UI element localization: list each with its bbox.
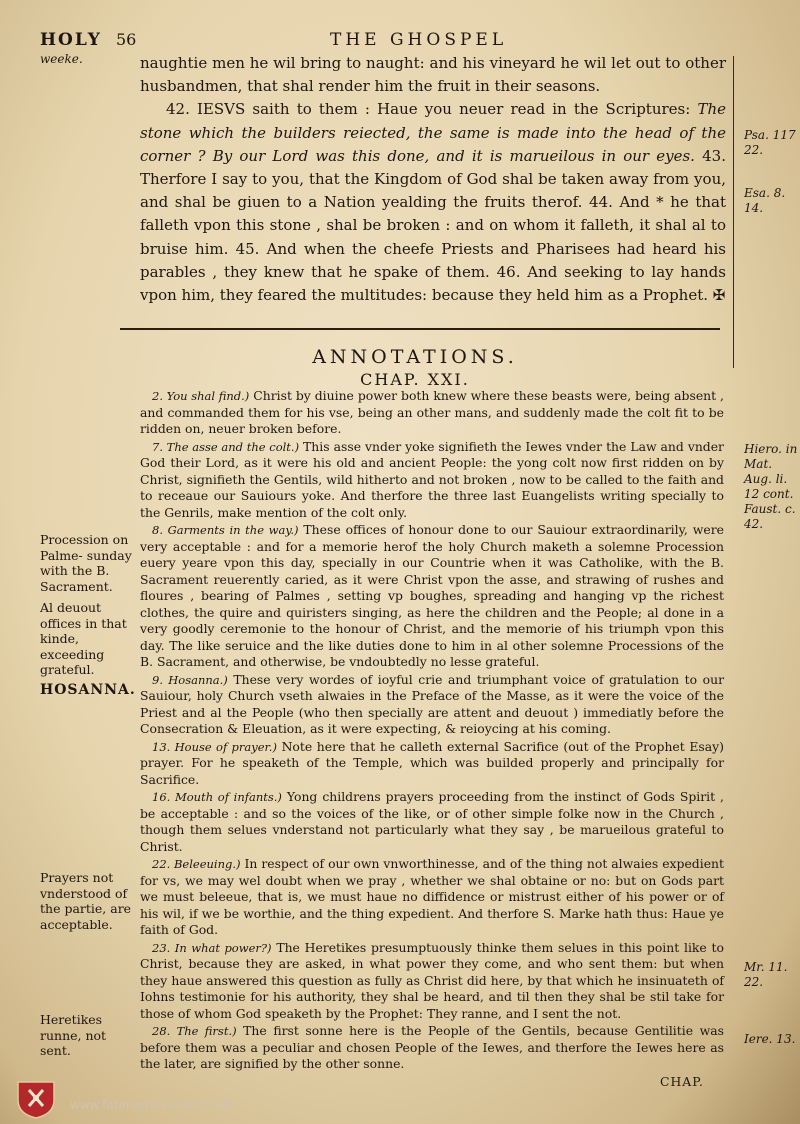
annotation-note (140, 672, 724, 738)
margin-note-heretikes: Heretikes runne, not sent. (40, 1012, 107, 1058)
annotation-note (140, 789, 724, 855)
annotations-body (140, 388, 724, 1091)
annotation-lemma: 7. The asse and the colt.) (152, 439, 300, 454)
annotation-text: Christ by diuine power both knew where these beasts were, being absent , and commanded them for his vse, being an other mans, and suddenly made the colt fit to be ridden on, neuer broken before. (140, 388, 724, 436)
running-head-title: THE GHOSPEL (330, 30, 508, 50)
annotation-lemma: 8. Garments in the way.) (152, 523, 299, 537)
annotation-text: In respect of our own vnworthinesse, and of the thing not alwaies expedient for vs, we may wel doubt when we pray , whether we shal obtaine or no: but on Gods part we must beleeue, that is, we must haue no diffidence or mistrust either of his power or of his wil, if we be worthie, and the thing expedient. And therfore S. Marke hath thus: Haue ye faith of God. (140, 856, 724, 937)
margin-note-offices: Al deuout offices in that kinde, exceeding grateful. (40, 600, 127, 677)
annotation-note (140, 856, 724, 939)
running-head-weeke: weeke. (40, 52, 83, 66)
margin-ref-esay: Esa. 8. 14. (744, 186, 786, 215)
annotation-lemma: 28. The first.) (152, 1024, 237, 1038)
coat-of-arms-icon (14, 1078, 58, 1120)
catchword: CHAP. (660, 1073, 704, 1089)
annotation-lemma: 16. Mouth of infants.) (152, 790, 282, 804)
annotation-text: The Heretikes presumptuously thinke them selues in this point like to Christ, because they are asked, in what power they come, and who sent them: but when they haue answered this question as fully as Christ did here, by that which he insinuateth of Iohns testimonie for his authority, they shal be heard, and til then they shal be stil take for those of whom God speaketh by the Prophet: They ranne, and I sent the not. (140, 939, 724, 1021)
verse-45: 45. And when the cheefe Priests and Pharisees had heard his parables , they knew that he spake of them. (140, 239, 726, 281)
annotation-note (140, 522, 724, 671)
verse-42-quote: The stone which the builders reiected, the same is made into the head of the corner ? By our Lord was this done, and it is marueilous in our eyes. (140, 100, 726, 165)
margin-ref-hiero: Hiero. in Mat. Aug. li. 12 cont. Faust. c. 42. (744, 442, 798, 531)
annotation-lemma: 2. You shal find.) (152, 389, 250, 403)
annotation-text: Note here that he calleth external Sacrifice (out of the Prophet Esay) prayer. For he speaketh of the Temple, which was builded properly and principally for Sacrifice. (140, 738, 724, 787)
footer-url: www.fatimamovement.com (70, 1098, 236, 1112)
annotation-note (140, 388, 724, 438)
annotation-note (140, 940, 724, 1023)
annotation-text: This asse vnder yoke signifieth the Iewes vnder the Law and vnder God their Lord, as it were his old and ancient People: the yong colt now first ridden on by Christ, signifieth the Gentils, wild hitherto and not broken , now to be called to the faith and to receaue our Sauiours yoke. And therfore the three last Euangelists writing specially to the Genrils, make mention of the colt only. (140, 438, 724, 520)
verse-46: 46. And seeking to lay hands vpon him, they feared the multitudes: because they held him as a Prophet. (140, 262, 726, 305)
margin-rule (733, 56, 734, 368)
annotation-note (140, 439, 724, 522)
verse-42-intro: 42. IESVS saith to them : Haue you neuer read in the Scriptures: (166, 100, 691, 119)
margin-note-prayers: Prayers not vnderstood of the partie, are acceptable. (40, 870, 132, 932)
page-number: 56 (116, 30, 137, 49)
annotation-note (140, 739, 724, 789)
annotation-note (140, 1023, 724, 1073)
verse-43: 43. Therfore I say to you, that the Kingdom of God shal be taken away from you, and shal be giuen to a Nation yealding the fruits therof. (140, 146, 726, 212)
annotation-lemma: 9. Hosanna.) (152, 672, 228, 687)
annotation-lemma: 22. Beleeuing.) (152, 857, 241, 871)
annotation-text: These very wordes of ioyful crie and triumphant voice of gratulation to our Sauiour, holy Church vseth alwaies in the Preface of the Masse, as it were the voice of the Priest and al the People (who then specially are attent and deuout ) immediatly before the Consecration & Eleuation, as it were expecting, & reioycing at his coming. (140, 671, 724, 736)
annotation-lemma: 23. In what power?) (152, 940, 272, 955)
running-head-left (40, 30, 102, 66)
verse-44: 44. And * he that falleth vpon this stone , shal be broken : and on whom it falleth, it shal al to bruise him. (140, 193, 726, 258)
margin-ref-ieremie: Iere. 13. (744, 1032, 796, 1046)
running-head-holy: HOLY (40, 30, 102, 50)
cross-ornament-icon: ✠ (712, 286, 726, 305)
annotation-text: These offices of honour done to our Sauiour extraordinarily, were very acceptable : and for a memorie herof the holy Church maketh a solemne Procession euery yeare vpon this day, specially in our Countrie when it was Catholike, with the B. Sacrament reuerently caried, as it were Christ vpon the asse, and strawing of rushes and floures , bearing of Palmes , setting vp boughes, spreading and hanging vp the richest clothes, the quire and quiristers singing, as here the children and the People; al done in a very goodly ceremonie to the honour of Christ, and the memorie of his triumph vpon this day. The like seruice and the like duties done to him in al other solemne Processions of the B. Sacrament, and otherwise, be vndoubtedly no lesse grateful. (140, 522, 724, 669)
margin-ref-psalm: Psa. 117 22. (744, 128, 796, 157)
annotation-text: The first sonne here is the People of the Gentils, because Gentilitie was before them was a peculiar and chosen People of the Iewes, and therfore the Iewes here as the later, are signified by the other sonne. (140, 1023, 724, 1071)
verse-41-end: naughtie men he wil bring to naught: and his vineyard he wil let out to other husbandmen, that shal render him the fruit in their seasons. (140, 54, 726, 96)
gospel-text (140, 52, 726, 307)
margin-note-procession: Procession on Palme- sunday with the B. Sacrament. (40, 532, 132, 594)
verse-42 (140, 98, 726, 307)
annotations-title: ANNOTATIONS. (312, 346, 518, 368)
annotation-text: Yong childrens prayers proceeding from the instinct of Gods Spirit , be acceptable : and so the voices of the like, or of other simple folke now in the Church , though them selues vnderstand not particularly what they say , be marueilous grateful to Christ. (140, 789, 724, 854)
margin-note-hosanna: HOSANNA. (40, 682, 136, 698)
annotation-lemma: 13. House of prayer.) (152, 739, 277, 754)
section-rule (120, 328, 720, 330)
margin-ref-marke: Mr. 11. 22. (744, 960, 788, 989)
annotations-chapter: CHAP. XXI. (360, 370, 470, 389)
